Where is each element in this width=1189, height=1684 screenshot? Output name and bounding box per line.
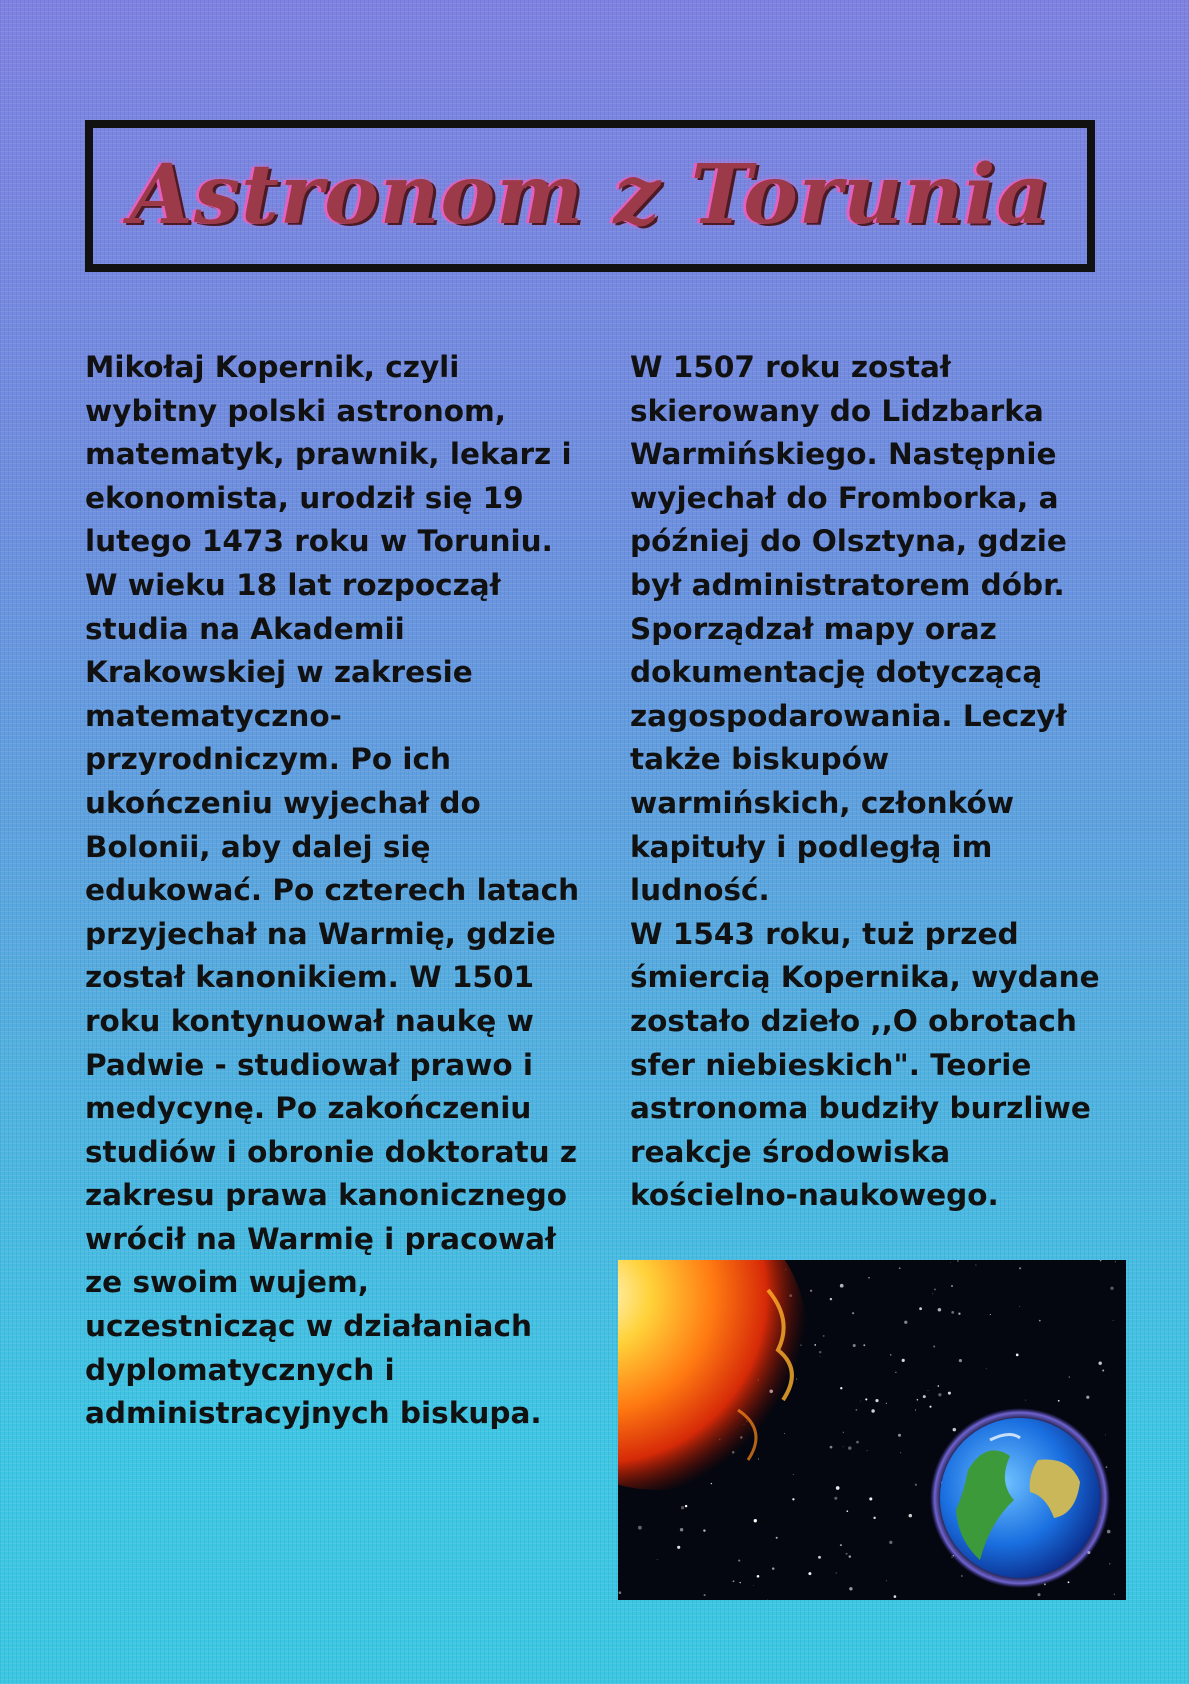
space-sun-earth-icon	[618, 1260, 1126, 1600]
page-title: Astronom z Torunia	[129, 147, 1051, 243]
left-text-column: Mikołaj Kopernik, czyli wybitny polski astronom, matematyk, prawnik, lekarz i ekonomista, urodził się 19 lutego 1473 roku w Toruniu. W wieku 18 lat rozpoczął studia na Akademii Krakowskiej w zakresie matematyczno- przyrodniczym. Po ich ukończeniu wyjechał do Bolonii, aby dalej się edukować. Po czterech latach przyjechał na Warmię, gdzie został kanonikiem. W 1501 roku kontynuował naukę w Padwie - studiował prawo i medycynę. Po zakończeniu studiów i obronie doktoratu z zakresu prawa kanonicznego wrócił na Warmię i pracował ze swoim wujem, uczestnicząc w działaniach dyplomatycznych i administracyjnych biskupa.	[85, 350, 580, 1431]
title-frame	[85, 120, 1095, 272]
right-text-column: W 1507 roku został skierowany do Lidzbarka Warmińskiego. Następnie wyjechał do Fromborka, a później do Olsztyna, gdzie był administratorem dóbr. Sporządzał mapy oraz dokumentację dotyczącą zagospodarowania. Leczył także biskupów warmińskich, członków kapituły i podległą im ludność. W 1543 roku, tuż przed śmiercią Kopernika, wydane zostało dzieło ,,O obrotach sfer niebieskich". Teorie astronoma budziły burzliwe reakcje środowiska kościelno-naukowego.	[630, 350, 1100, 1213]
